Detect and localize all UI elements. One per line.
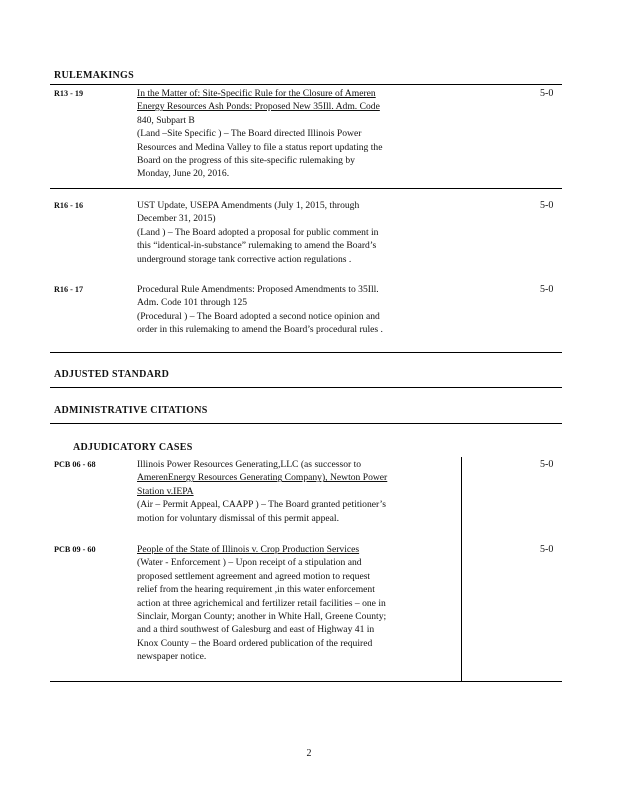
section-title-administrative-citations: ADMINISTRATIVE CITATIONS bbox=[54, 405, 208, 416]
case-title-line: UST Update, USEPA Amendments (July 1, 2015, through bbox=[137, 200, 360, 211]
vote-count: 5-0 bbox=[540, 88, 554, 99]
summary-line: proposed settlement agreement and agreed motion to request bbox=[137, 570, 371, 582]
case-title-line: AmerenEnergy Resources Generating Company), Newton Power bbox=[137, 472, 388, 484]
summary-line: underground storage tank corrective action regulations . bbox=[137, 253, 352, 265]
section-rule bbox=[50, 423, 562, 424]
case-title-line: Energy Resources Ash Ponds: Proposed New 35Ill. Adm. Code bbox=[137, 101, 380, 113]
docket-number: R13 - 19 bbox=[54, 89, 84, 98]
case-title-line: Procedural Rule Amendments: Proposed Amendments to 35Ill. bbox=[137, 284, 379, 295]
section-title-adjudicatory-cases: ADJUDICATORY CASES bbox=[73, 442, 193, 453]
entry-divider bbox=[50, 188, 562, 189]
summary-line: motion for voluntary dismissal of this permit appeal. bbox=[137, 512, 339, 524]
summary-line: (Land ) – The Board adopted a proposal for public comment in bbox=[137, 226, 379, 238]
summary-line: newspaper notice. bbox=[137, 651, 207, 663]
vote-count: 5-0 bbox=[540, 200, 554, 211]
entry-body bbox=[137, 283, 449, 337]
summary-line: (Procedural ) – The Board adopted a second notice opinion and bbox=[137, 310, 380, 322]
case-title-line: Adm. Code 101 through 125 bbox=[137, 297, 248, 309]
case-title-line: People of the State of Illinois v. Crop Production Services bbox=[137, 544, 360, 555]
summary-line: order in this rulemaking to amend the Board’s procedural rules . bbox=[137, 324, 383, 336]
section-rule bbox=[50, 681, 562, 682]
entry-body bbox=[137, 199, 449, 266]
summary-line: (Land –Site Specific ) – The Board directed Illinois Power bbox=[137, 128, 362, 140]
summary-line: (Air – Permit Appeal, CAAPP ) – The Board granted petitioner’s bbox=[137, 499, 386, 511]
case-title-line: 840, Subpart B bbox=[137, 114, 195, 126]
entry-body bbox=[137, 458, 449, 525]
summary-line: relief from the hearing requirement ,in this water enforcement bbox=[137, 584, 375, 596]
summary-line: Resources and Medina Valley to file a status report updating the bbox=[137, 141, 383, 153]
case-title-line: December 31, 2015) bbox=[137, 213, 216, 225]
entry-body bbox=[137, 543, 449, 664]
summary-line: (Water - Enforcement ) – Upon receipt of a stipulation and bbox=[137, 557, 362, 569]
docket-number: R16 - 17 bbox=[54, 285, 84, 294]
docket-number: R16 - 16 bbox=[54, 201, 84, 210]
section-title-adjusted-standard: ADJUSTED STANDARD bbox=[54, 369, 170, 380]
section-title-rulemakings: RULEMAKINGS bbox=[54, 70, 134, 81]
case-title-line: In the Matter of: Site-Specific Rule for the Closure of Ameren bbox=[137, 88, 376, 99]
section-rule bbox=[50, 387, 562, 388]
section-rule bbox=[50, 84, 562, 85]
case-title-line: Illinois Power Resources Generating,LLC (as successor to bbox=[137, 459, 362, 470]
summary-line: Sinclair, Morgan County; another in White Hall, Greene County; bbox=[137, 611, 387, 623]
case-title-line: Station v.IEPA bbox=[137, 485, 194, 497]
summary-line: action at three agrichemical and fertilizer retail facilities – one in bbox=[137, 597, 386, 609]
vote-count: 5-0 bbox=[540, 459, 554, 470]
summary-line: this “identical-in-substance” rulemaking to amend the Board’s bbox=[137, 240, 377, 252]
section-rule bbox=[50, 352, 562, 353]
summary-line: Knox County – the Board ordered publication of the required bbox=[137, 637, 373, 649]
vote-count: 5-0 bbox=[540, 544, 554, 555]
vote-count: 5-0 bbox=[540, 284, 554, 295]
docket-number: PCB 06 - 68 bbox=[54, 460, 96, 469]
docket-number: PCB 09 - 60 bbox=[54, 545, 96, 554]
entry-body bbox=[137, 87, 449, 181]
summary-line: Monday, June 20, 2016. bbox=[137, 168, 230, 180]
column-divider bbox=[461, 457, 462, 681]
summary-line: and a third southwest of Galesburg and east of Highway 41 in bbox=[137, 624, 375, 636]
summary-line: Board on the progress of this site-specific rulemaking by bbox=[137, 155, 355, 167]
page-number: 2 bbox=[306, 748, 312, 759]
